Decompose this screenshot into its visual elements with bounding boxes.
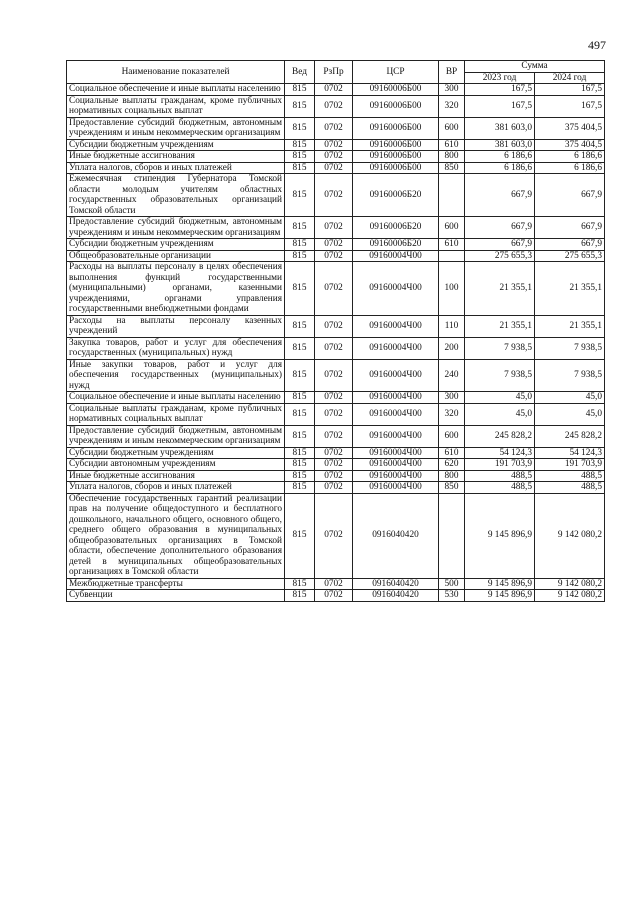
row-vr: 300 bbox=[439, 84, 465, 96]
row-vr: 800 bbox=[439, 151, 465, 163]
header-name: Наименование показателей bbox=[67, 61, 285, 84]
row-sum-2024: 7 938,5 bbox=[535, 359, 605, 392]
row-sum-2024: 9 142 080,2 bbox=[535, 578, 605, 590]
row-name: Уплата налогов, сборов и иных платежей bbox=[67, 482, 285, 494]
row-vr: 100 bbox=[439, 262, 465, 316]
row-rzpr: 0702 bbox=[315, 493, 353, 578]
row-vr: 600 bbox=[439, 425, 465, 447]
row-sum-2023: 245 828,2 bbox=[465, 425, 535, 447]
row-sum-2023: 488,5 bbox=[465, 482, 535, 494]
row-sum-2023: 488,5 bbox=[465, 470, 535, 482]
row-sum-2023: 6 186,6 bbox=[465, 151, 535, 163]
row-name: Иные бюджетные ассигнования bbox=[67, 470, 285, 482]
row-vr: 300 bbox=[439, 392, 465, 404]
row-csr: 0916040420 bbox=[353, 578, 439, 590]
row-name: Иные закупки товаров, работ и услуг для обеспечения государственных (муниципальных) нужд bbox=[67, 359, 285, 392]
row-sum-2023: 167,5 bbox=[465, 84, 535, 96]
row-sum-2023: 275 655,3 bbox=[465, 250, 535, 262]
page-number: 497 bbox=[588, 38, 606, 52]
row-rzpr: 0702 bbox=[315, 392, 353, 404]
row-sum-2023: 667,9 bbox=[465, 239, 535, 251]
row-rzpr: 0702 bbox=[315, 578, 353, 590]
row-rzpr: 0702 bbox=[315, 84, 353, 96]
row-name: Предоставление субсидий бюджетным, автономным учреждениям и иным некоммерческим организациям bbox=[67, 117, 285, 139]
row-sum-2023: 191 703,9 bbox=[465, 459, 535, 471]
table-row bbox=[67, 392, 605, 404]
row-sum-2023: 21 355,1 bbox=[465, 262, 535, 316]
row-sum-2024: 45,0 bbox=[535, 403, 605, 425]
row-name: Обеспечение государственных гарантий реализации прав на получение общедоступного и бесплатного дошкольного, начального общего, основного общего, среднего общего образования в муниципальных общеобразовательных организациях в Томской области, обеспечение дополнительного образования детей в муниципальных общеобразовательных организациях в Томской области bbox=[67, 493, 285, 578]
row-ved: 815 bbox=[285, 459, 315, 471]
row-ved: 815 bbox=[285, 139, 315, 151]
row-rzpr: 0702 bbox=[315, 447, 353, 459]
row-csr: 09160004Ч00 bbox=[353, 482, 439, 494]
row-name: Общеобразовательные организации bbox=[67, 250, 285, 262]
row-name: Социальное обеспечение и иные выплаты населению bbox=[67, 84, 285, 96]
table-row bbox=[67, 217, 605, 239]
table-row bbox=[67, 459, 605, 471]
row-vr: 240 bbox=[439, 359, 465, 392]
row-vr bbox=[439, 174, 465, 217]
header-csr: ЦСР bbox=[353, 61, 439, 84]
row-vr: 620 bbox=[439, 459, 465, 471]
row-rzpr: 0702 bbox=[315, 174, 353, 217]
row-rzpr: 0702 bbox=[315, 425, 353, 447]
row-vr: 320 bbox=[439, 403, 465, 425]
row-vr: 110 bbox=[439, 315, 465, 337]
row-sum-2024: 667,9 bbox=[535, 174, 605, 217]
row-vr: 850 bbox=[439, 482, 465, 494]
row-vr bbox=[439, 493, 465, 578]
row-sum-2024: 375 404,5 bbox=[535, 117, 605, 139]
row-sum-2023: 9 145 896,9 bbox=[465, 493, 535, 578]
header-vr: ВР bbox=[439, 61, 465, 84]
row-rzpr: 0702 bbox=[315, 470, 353, 482]
row-vr: 610 bbox=[439, 239, 465, 251]
row-ved: 815 bbox=[285, 95, 315, 117]
row-sum-2024: 54 124,3 bbox=[535, 447, 605, 459]
row-sum-2023: 9 145 896,9 bbox=[465, 590, 535, 602]
row-rzpr: 0702 bbox=[315, 315, 353, 337]
row-csr: 09160006Б00 bbox=[353, 139, 439, 151]
row-sum-2023: 45,0 bbox=[465, 403, 535, 425]
table-row bbox=[67, 578, 605, 590]
row-sum-2023: 9 145 896,9 bbox=[465, 578, 535, 590]
row-ved: 815 bbox=[285, 482, 315, 494]
row-sum-2024: 275 655,3 bbox=[535, 250, 605, 262]
row-csr: 0916040420 bbox=[353, 493, 439, 578]
row-name: Закупка товаров, работ и услуг для обеспечения государственных (муниципальных) нужд bbox=[67, 337, 285, 359]
row-ved: 815 bbox=[285, 174, 315, 217]
row-ved: 815 bbox=[285, 425, 315, 447]
row-name: Субсидии бюджетным учреждениям bbox=[67, 239, 285, 251]
row-name: Субвенции bbox=[67, 590, 285, 602]
row-vr: 200 bbox=[439, 337, 465, 359]
table-row bbox=[67, 337, 605, 359]
row-sum-2024: 7 938,5 bbox=[535, 337, 605, 359]
row-name: Межбюджетные трансферты bbox=[67, 578, 285, 590]
row-rzpr: 0702 bbox=[315, 151, 353, 163]
row-ved: 815 bbox=[285, 84, 315, 96]
row-name: Социальное обеспечение и иные выплаты населению bbox=[67, 392, 285, 404]
row-name: Ежемесячная стипендия Губернатора Томской области молодым учителям областных государственных образовательных организаций Томской области bbox=[67, 174, 285, 217]
row-vr: 600 bbox=[439, 217, 465, 239]
row-sum-2024: 6 186,6 bbox=[535, 151, 605, 163]
row-vr: 850 bbox=[439, 162, 465, 174]
row-sum-2023: 7 938,5 bbox=[465, 359, 535, 392]
row-csr: 09160006Б00 bbox=[353, 84, 439, 96]
row-csr: 09160006Б00 bbox=[353, 151, 439, 163]
row-rzpr: 0702 bbox=[315, 217, 353, 239]
row-sum-2024: 167,5 bbox=[535, 95, 605, 117]
row-sum-2024: 191 703,9 bbox=[535, 459, 605, 471]
table-row bbox=[67, 174, 605, 217]
row-sum-2023: 6 186,6 bbox=[465, 162, 535, 174]
row-csr: 09160006Б00 bbox=[353, 95, 439, 117]
header-2023: 2023 год bbox=[465, 72, 535, 84]
row-name: Расходы на выплаты персоналу в целях обеспечения выполнения функций государственными (муниципальными) органами, казенными учреждениями, органами управления государственными внебюджетными фондами bbox=[67, 262, 285, 316]
header-row bbox=[67, 61, 605, 73]
row-csr: 09160004Ч00 bbox=[353, 359, 439, 392]
row-ved: 815 bbox=[285, 315, 315, 337]
table-row bbox=[67, 250, 605, 262]
row-ved: 815 bbox=[285, 590, 315, 602]
budget-table bbox=[66, 60, 605, 602]
table-row bbox=[67, 470, 605, 482]
row-ved: 815 bbox=[285, 250, 315, 262]
row-name: Иные бюджетные ассигнования bbox=[67, 151, 285, 163]
row-name: Социальные выплаты гражданам, кроме публичных нормативных социальных выплат bbox=[67, 403, 285, 425]
header-sum: Сумма bbox=[465, 61, 605, 73]
table-row bbox=[67, 482, 605, 494]
table-row bbox=[67, 117, 605, 139]
row-sum-2024: 245 828,2 bbox=[535, 425, 605, 447]
row-sum-2024: 667,9 bbox=[535, 239, 605, 251]
row-csr: 09160006Б00 bbox=[353, 117, 439, 139]
table-row bbox=[67, 403, 605, 425]
row-sum-2024: 6 186,6 bbox=[535, 162, 605, 174]
row-name: Предоставление субсидий бюджетным, автономным учреждениям и иным некоммерческим организациям bbox=[67, 425, 285, 447]
row-ved: 815 bbox=[285, 359, 315, 392]
row-csr: 09160004Ч00 bbox=[353, 392, 439, 404]
row-vr bbox=[439, 250, 465, 262]
row-sum-2024: 667,9 bbox=[535, 217, 605, 239]
header-rzpr: РзПр bbox=[315, 61, 353, 84]
row-csr: 09160004Ч00 bbox=[353, 425, 439, 447]
row-ved: 815 bbox=[285, 117, 315, 139]
row-rzpr: 0702 bbox=[315, 117, 353, 139]
table-row bbox=[67, 315, 605, 337]
row-vr: 610 bbox=[439, 139, 465, 151]
row-csr: 09160004Ч00 bbox=[353, 250, 439, 262]
row-ved: 815 bbox=[285, 217, 315, 239]
table-row bbox=[67, 262, 605, 316]
row-sum-2024: 21 355,1 bbox=[535, 262, 605, 316]
table-row bbox=[67, 447, 605, 459]
row-csr: 09160004Ч00 bbox=[353, 315, 439, 337]
table-row bbox=[67, 139, 605, 151]
row-csr: 09160004Ч00 bbox=[353, 403, 439, 425]
row-rzpr: 0702 bbox=[315, 590, 353, 602]
row-sum-2023: 167,5 bbox=[465, 95, 535, 117]
row-name: Субсидии бюджетным учреждениям bbox=[67, 447, 285, 459]
row-vr: 530 bbox=[439, 590, 465, 602]
table-row bbox=[67, 590, 605, 602]
row-sum-2023: 667,9 bbox=[465, 174, 535, 217]
row-sum-2024: 21 355,1 bbox=[535, 315, 605, 337]
row-sum-2023: 7 938,5 bbox=[465, 337, 535, 359]
row-sum-2023: 381 603,0 bbox=[465, 117, 535, 139]
header-2024: 2024 год bbox=[535, 72, 605, 84]
row-ved: 815 bbox=[285, 262, 315, 316]
row-sum-2024: 375 404,5 bbox=[535, 139, 605, 151]
row-sum-2023: 21 355,1 bbox=[465, 315, 535, 337]
row-sum-2023: 381 603,0 bbox=[465, 139, 535, 151]
row-rzpr: 0702 bbox=[315, 239, 353, 251]
row-sum-2024: 9 142 080,2 bbox=[535, 493, 605, 578]
row-csr: 09160006Б20 bbox=[353, 174, 439, 217]
row-ved: 815 bbox=[285, 403, 315, 425]
row-csr: 09160004Ч00 bbox=[353, 447, 439, 459]
row-ved: 815 bbox=[285, 578, 315, 590]
header-ved: Вед bbox=[285, 61, 315, 84]
row-sum-2024: 9 142 080,2 bbox=[535, 590, 605, 602]
row-rzpr: 0702 bbox=[315, 250, 353, 262]
row-rzpr: 0702 bbox=[315, 139, 353, 151]
row-name: Расходы на выплаты персоналу казенных учреждений bbox=[67, 315, 285, 337]
row-name: Социальные выплаты гражданам, кроме публичных нормативных социальных выплат bbox=[67, 95, 285, 117]
row-sum-2024: 45,0 bbox=[535, 392, 605, 404]
row-csr: 0916040420 bbox=[353, 590, 439, 602]
table-row bbox=[67, 95, 605, 117]
table-row bbox=[67, 239, 605, 251]
row-sum-2024: 488,5 bbox=[535, 482, 605, 494]
table-row bbox=[67, 151, 605, 163]
table-row bbox=[67, 84, 605, 96]
table-row bbox=[67, 162, 605, 174]
row-ved: 815 bbox=[285, 447, 315, 459]
row-ved: 815 bbox=[285, 151, 315, 163]
row-name: Уплата налогов, сборов и иных платежей bbox=[67, 162, 285, 174]
row-vr: 600 bbox=[439, 117, 465, 139]
row-csr: 09160004Ч00 bbox=[353, 337, 439, 359]
row-sum-2023: 54 124,3 bbox=[465, 447, 535, 459]
row-csr: 09160006Б20 bbox=[353, 217, 439, 239]
row-ved: 815 bbox=[285, 239, 315, 251]
row-rzpr: 0702 bbox=[315, 262, 353, 316]
row-sum-2024: 167,5 bbox=[535, 84, 605, 96]
row-csr: 09160004Ч00 bbox=[353, 262, 439, 316]
row-ved: 815 bbox=[285, 493, 315, 578]
row-rzpr: 0702 bbox=[315, 359, 353, 392]
row-sum-2024: 488,5 bbox=[535, 470, 605, 482]
table-row bbox=[67, 359, 605, 392]
row-csr: 09160004Ч00 bbox=[353, 470, 439, 482]
row-rzpr: 0702 bbox=[315, 162, 353, 174]
row-sum-2023: 45,0 bbox=[465, 392, 535, 404]
row-ved: 815 bbox=[285, 337, 315, 359]
row-vr: 320 bbox=[439, 95, 465, 117]
table-row bbox=[67, 425, 605, 447]
row-csr: 09160004Ч00 bbox=[353, 459, 439, 471]
row-sum-2023: 667,9 bbox=[465, 217, 535, 239]
row-rzpr: 0702 bbox=[315, 403, 353, 425]
row-ved: 815 bbox=[285, 392, 315, 404]
row-rzpr: 0702 bbox=[315, 459, 353, 471]
row-rzpr: 0702 bbox=[315, 95, 353, 117]
row-name: Субсидии бюджетным учреждениям bbox=[67, 139, 285, 151]
row-vr: 800 bbox=[439, 470, 465, 482]
table-row bbox=[67, 493, 605, 578]
row-vr: 610 bbox=[439, 447, 465, 459]
row-ved: 815 bbox=[285, 470, 315, 482]
row-csr: 09160006Б00 bbox=[353, 162, 439, 174]
row-rzpr: 0702 bbox=[315, 482, 353, 494]
row-rzpr: 0702 bbox=[315, 337, 353, 359]
row-ved: 815 bbox=[285, 162, 315, 174]
row-name: Предоставление субсидий бюджетным, автономным учреждениям и иным некоммерческим организациям bbox=[67, 217, 285, 239]
row-vr: 500 bbox=[439, 578, 465, 590]
row-csr: 09160006Б20 bbox=[353, 239, 439, 251]
row-name: Субсидии автономным учреждениям bbox=[67, 459, 285, 471]
